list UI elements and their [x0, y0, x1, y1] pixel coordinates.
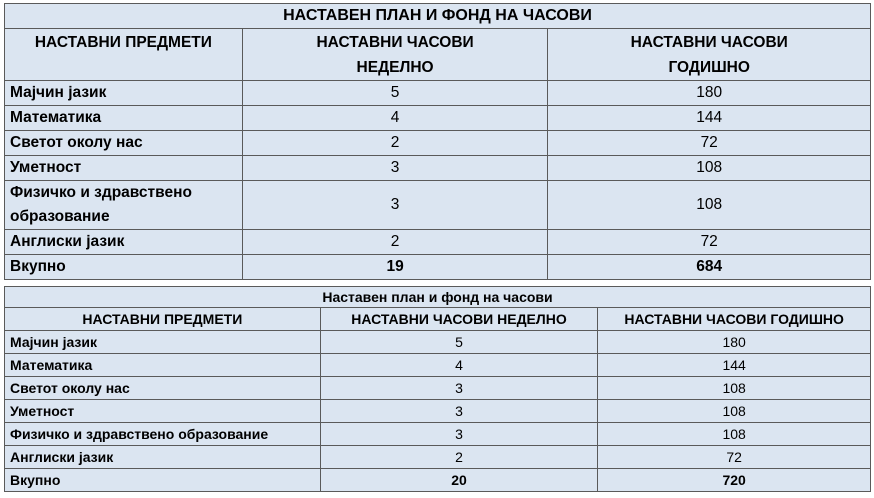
yearly-hours-cell: 144 — [548, 106, 871, 131]
subject-cell: Физичко и здравствено образование — [5, 181, 243, 230]
weekly-hours-cell: 2 — [242, 131, 548, 156]
yearly-hours-cell: 180 — [548, 81, 871, 106]
table1-header-yearly: НАСТАВНИ ЧАСОВИ ГОДИШНО — [548, 29, 871, 81]
weekly-hours-cell: 4 — [242, 106, 548, 131]
yearly-hours-cell: 180 — [598, 331, 871, 354]
table-row — [5, 423, 871, 446]
table-row — [5, 230, 871, 255]
table-row — [5, 377, 871, 400]
table-row — [5, 331, 871, 354]
yearly-hours-cell: 72 — [598, 446, 871, 469]
yearly-hours-cell: 72 — [548, 230, 871, 255]
subject-cell: Математика — [5, 354, 321, 377]
table2-header-subjects: НАСТАВНИ ПРЕДМЕТИ — [5, 308, 321, 331]
table2-title: Наставен план и фонд на часови — [5, 287, 871, 308]
subject-cell: Уметност — [5, 156, 243, 181]
total-label: Вкупно — [5, 469, 321, 492]
subject-cell: Англиски јазик — [5, 446, 321, 469]
table-row — [5, 81, 871, 106]
table-row — [5, 446, 871, 469]
table-row — [5, 354, 871, 377]
subject-cell: Мајчин јазик — [5, 331, 321, 354]
subject-cell: Физичко и здравствено образование — [5, 423, 321, 446]
total-weekly: 19 — [242, 255, 548, 280]
curriculum-table-2 — [4, 286, 871, 492]
weekly-hours-cell: 3 — [242, 181, 548, 230]
table1-title: НАСТАВЕН ПЛАН И ФОНД НА ЧАСОВИ — [5, 4, 871, 29]
weekly-hours-cell: 2 — [320, 446, 598, 469]
weekly-hours-cell: 5 — [242, 81, 548, 106]
yearly-hours-cell: 108 — [598, 423, 871, 446]
total-row — [5, 469, 871, 492]
table-row — [5, 131, 871, 156]
weekly-hours-cell: 2 — [242, 230, 548, 255]
yearly-hours-cell: 108 — [598, 377, 871, 400]
subject-cell: Англиски јазик — [5, 230, 243, 255]
subject-cell: Математика — [5, 106, 243, 131]
subject-cell: Уметност — [5, 400, 321, 423]
table-row — [5, 400, 871, 423]
total-yearly: 684 — [548, 255, 871, 280]
weekly-hours-cell: 4 — [320, 354, 598, 377]
subject-cell: Мајчин јазик — [5, 81, 243, 106]
yearly-hours-cell: 144 — [598, 354, 871, 377]
yearly-hours-cell: 108 — [548, 181, 871, 230]
total-yearly: 720 — [598, 469, 871, 492]
weekly-hours-cell: 3 — [320, 377, 598, 400]
curriculum-table-1 — [4, 3, 871, 280]
yearly-hours-cell: 108 — [598, 400, 871, 423]
yearly-hours-cell: 108 — [548, 156, 871, 181]
total-weekly: 20 — [320, 469, 598, 492]
table1-header-subjects: НАСТАВНИ ПРЕДМЕТИ — [5, 29, 243, 81]
weekly-hours-cell: 3 — [320, 400, 598, 423]
table-row — [5, 156, 871, 181]
weekly-hours-cell: 3 — [242, 156, 548, 181]
table-row — [5, 181, 871, 230]
yearly-hours-cell: 72 — [548, 131, 871, 156]
table2-header-yearly: НАСТАВНИ ЧАСОВИ ГОДИШНО — [598, 308, 871, 331]
table-row — [5, 106, 871, 131]
weekly-hours-cell: 5 — [320, 331, 598, 354]
table1-header-weekly: НАСТАВНИ ЧАСОВИ НЕДЕЛНО — [242, 29, 548, 81]
weekly-hours-cell: 3 — [320, 423, 598, 446]
subject-cell: Светот околу нас — [5, 377, 321, 400]
total-label: Вкупно — [5, 255, 243, 280]
total-row — [5, 255, 871, 280]
table2-header-weekly: НАСТАВНИ ЧАСОВИ НЕДЕЛНО — [320, 308, 598, 331]
subject-cell: Светот околу нас — [5, 131, 243, 156]
